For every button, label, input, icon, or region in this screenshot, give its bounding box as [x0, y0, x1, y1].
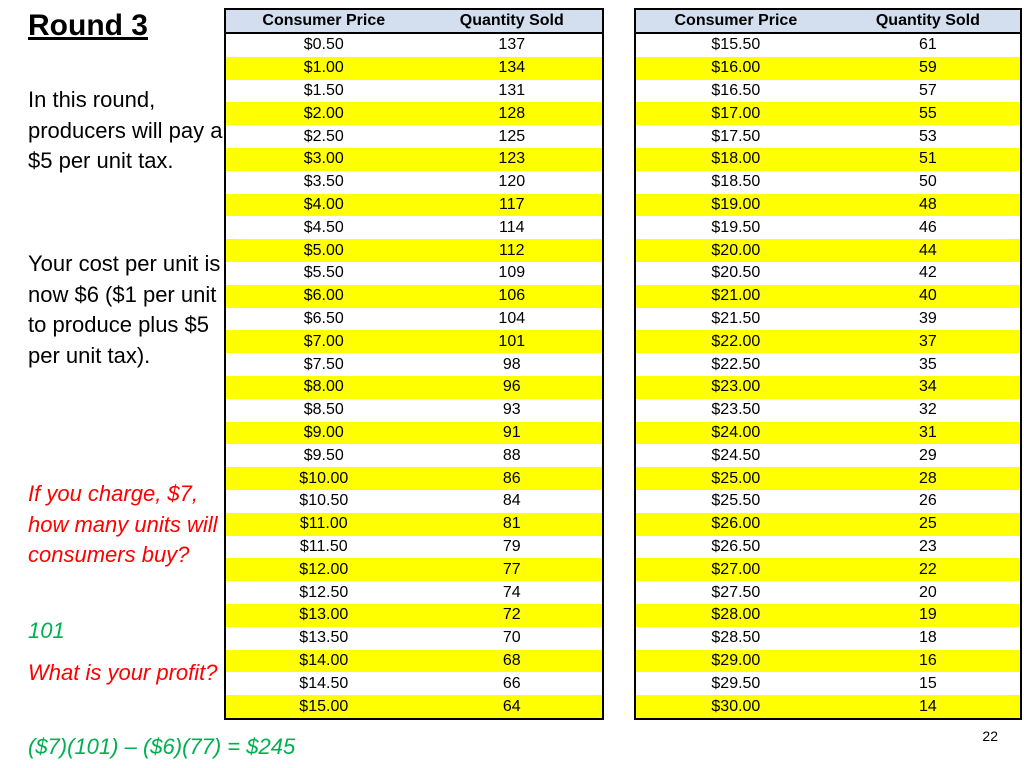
quantity-cell: 25 — [836, 513, 1021, 536]
quantity-cell: 32 — [836, 399, 1021, 422]
price-cell: $3.50 — [225, 171, 422, 194]
price-quantity-table-right — [634, 8, 1022, 720]
table-row — [225, 171, 603, 194]
quantity-cell: 109 — [422, 262, 603, 285]
slide-title: Round 3 — [28, 9, 148, 42]
price-cell: $8.00 — [225, 376, 422, 399]
quantity-cell: 42 — [836, 262, 1021, 285]
page-number: 22 — [982, 728, 998, 744]
question-profit: What is your profit? — [28, 660, 218, 685]
price-cell: $21.50 — [635, 308, 836, 331]
quantity-cell: 114 — [422, 216, 603, 239]
price-cell: $18.50 — [635, 171, 836, 194]
header-quantity-sold: Quantity Sold — [836, 9, 1021, 33]
quantity-cell: 93 — [422, 399, 603, 422]
price-cell: $2.50 — [225, 125, 422, 148]
price-cell: $2.00 — [225, 102, 422, 125]
quantity-cell: 101 — [422, 330, 603, 353]
quantity-cell: 23 — [836, 536, 1021, 559]
table-row — [225, 330, 603, 353]
price-cell: $22.50 — [635, 353, 836, 376]
table-header-row — [635, 9, 1021, 33]
quantity-cell: 35 — [836, 353, 1021, 376]
quantity-cell: 125 — [422, 125, 603, 148]
table-row — [635, 102, 1021, 125]
quantity-cell: 57 — [836, 80, 1021, 103]
table-row — [635, 194, 1021, 217]
quantity-cell: 46 — [836, 216, 1021, 239]
table-row — [225, 627, 603, 650]
quantity-cell: 39 — [836, 308, 1021, 331]
table-row — [635, 399, 1021, 422]
price-cell: $23.50 — [635, 399, 836, 422]
table-row — [225, 80, 603, 103]
quantity-cell: 104 — [422, 308, 603, 331]
price-cell: $25.50 — [635, 490, 836, 513]
quantity-cell: 72 — [422, 604, 603, 627]
price-cell: $11.00 — [225, 513, 422, 536]
table-row — [635, 285, 1021, 308]
price-cell: $17.00 — [635, 102, 836, 125]
table-row — [635, 558, 1021, 581]
price-cell: $24.50 — [635, 444, 836, 467]
table-row — [635, 444, 1021, 467]
quantity-cell: 50 — [836, 171, 1021, 194]
quantity-cell: 98 — [422, 353, 603, 376]
price-cell: $17.50 — [635, 125, 836, 148]
table-row — [225, 422, 603, 445]
quantity-cell: 70 — [422, 627, 603, 650]
table-row — [635, 80, 1021, 103]
price-cell: $11.50 — [225, 536, 422, 559]
quantity-cell: 28 — [836, 467, 1021, 490]
table-row — [635, 490, 1021, 513]
price-cell: $24.00 — [635, 422, 836, 445]
table-row — [635, 353, 1021, 376]
table-row — [225, 604, 603, 627]
quantity-cell: 96 — [422, 376, 603, 399]
price-cell: $5.50 — [225, 262, 422, 285]
quantity-cell: 88 — [422, 444, 603, 467]
quantity-cell: 26 — [836, 490, 1021, 513]
price-cell: $14.00 — [225, 650, 422, 673]
price-cell: $18.00 — [635, 148, 836, 171]
header-consumer-price: Consumer Price — [635, 9, 836, 33]
table-row — [635, 262, 1021, 285]
price-cell: $22.00 — [635, 330, 836, 353]
table-row — [635, 376, 1021, 399]
quantity-cell: 14 — [836, 695, 1021, 719]
quantity-cell: 16 — [836, 650, 1021, 673]
table-row — [635, 171, 1021, 194]
quantity-cell: 74 — [422, 581, 603, 604]
quantity-cell: 79 — [422, 536, 603, 559]
left-text-panel — [28, 6, 296, 759]
quantity-cell: 86 — [422, 467, 603, 490]
quantity-cell: 123 — [422, 148, 603, 171]
cost-explanation-text: Your cost per unit is now $6 ($1 per unit to produce plus $5 per unit tax). — [28, 251, 221, 368]
quantity-cell: 134 — [422, 57, 603, 80]
quantity-cell: 44 — [836, 239, 1021, 262]
quantity-cell: 137 — [422, 33, 603, 57]
table-row — [635, 536, 1021, 559]
table-row — [225, 353, 603, 376]
price-cell: $16.00 — [635, 57, 836, 80]
table-row — [225, 57, 603, 80]
price-cell: $8.50 — [225, 399, 422, 422]
answer-profit: ($7)(101) – ($6)(77) = $245 — [28, 734, 296, 759]
table-row — [635, 627, 1021, 650]
price-cell: $1.00 — [225, 57, 422, 80]
table-row — [635, 672, 1021, 695]
table-row — [225, 490, 603, 513]
table-row — [225, 695, 603, 719]
price-cell: $15.00 — [225, 695, 422, 719]
price-cell: $13.50 — [225, 627, 422, 650]
table-row — [225, 148, 603, 171]
quantity-cell: 112 — [422, 239, 603, 262]
price-cell: $27.00 — [635, 558, 836, 581]
table-row — [225, 376, 603, 399]
price-cell: $25.00 — [635, 467, 836, 490]
price-cell: $15.50 — [635, 33, 836, 57]
table-row — [225, 194, 603, 217]
quantity-cell: 131 — [422, 80, 603, 103]
quantity-cell: 53 — [836, 125, 1021, 148]
price-cell: $21.00 — [635, 285, 836, 308]
quantity-cell: 31 — [836, 422, 1021, 445]
price-cell: $7.00 — [225, 330, 422, 353]
price-cell: $9.50 — [225, 444, 422, 467]
header-consumer-price: Consumer Price — [225, 9, 422, 33]
quantity-cell: 40 — [836, 285, 1021, 308]
table-row — [635, 467, 1021, 490]
table-row — [635, 604, 1021, 627]
table-row — [225, 285, 603, 308]
quantity-cell: 51 — [836, 148, 1021, 171]
quantity-cell: 120 — [422, 171, 603, 194]
table-row — [635, 239, 1021, 262]
price-cell: $14.50 — [225, 672, 422, 695]
quantity-cell: 91 — [422, 422, 603, 445]
quantity-cell: 117 — [422, 194, 603, 217]
quantity-cell: 29 — [836, 444, 1021, 467]
price-cell: $23.00 — [635, 376, 836, 399]
header-quantity-sold: Quantity Sold — [422, 9, 603, 33]
price-cell: $30.00 — [635, 695, 836, 719]
quantity-cell: 59 — [836, 57, 1021, 80]
answer-units: 101 — [28, 618, 65, 643]
table-row — [635, 216, 1021, 239]
price-cell: $16.50 — [635, 80, 836, 103]
table-row — [225, 308, 603, 331]
table-row — [225, 262, 603, 285]
price-cell: $0.50 — [225, 33, 422, 57]
quantity-cell: 128 — [422, 102, 603, 125]
table-row — [225, 536, 603, 559]
question-units: If you charge, $7, how many units will consumers buy? — [28, 481, 218, 567]
price-cell: $13.00 — [225, 604, 422, 627]
quantity-cell: 18 — [836, 627, 1021, 650]
price-cell: $4.50 — [225, 216, 422, 239]
tax-intro-text: In this round, producers will pay a $5 per unit tax. — [28, 87, 223, 173]
price-cell: $12.00 — [225, 558, 422, 581]
quantity-cell: 34 — [836, 376, 1021, 399]
table-row — [225, 102, 603, 125]
quantity-cell: 68 — [422, 650, 603, 673]
table-row — [225, 125, 603, 148]
quantity-cell: 84 — [422, 490, 603, 513]
table-row — [225, 216, 603, 239]
quantity-cell: 55 — [836, 102, 1021, 125]
table-row — [635, 513, 1021, 536]
price-cell: $29.00 — [635, 650, 836, 673]
table-row — [635, 57, 1021, 80]
table-row — [635, 33, 1021, 57]
table-row — [635, 581, 1021, 604]
table-row — [635, 148, 1021, 171]
price-cell: $26.50 — [635, 536, 836, 559]
quantity-cell: 37 — [836, 330, 1021, 353]
quantity-cell: 106 — [422, 285, 603, 308]
table-row — [225, 239, 603, 262]
price-cell: $20.00 — [635, 239, 836, 262]
price-cell: $12.50 — [225, 581, 422, 604]
quantity-cell: 22 — [836, 558, 1021, 581]
price-cell: $3.00 — [225, 148, 422, 171]
quantity-cell: 61 — [836, 33, 1021, 57]
table-row — [225, 467, 603, 490]
price-quantity-table-left — [224, 8, 604, 720]
quantity-cell: 15 — [836, 672, 1021, 695]
price-cell: $4.00 — [225, 194, 422, 217]
table-row — [225, 672, 603, 695]
table-row — [225, 33, 603, 57]
table-header-row — [225, 9, 603, 33]
price-cell: $19.00 — [635, 194, 836, 217]
price-cell: $1.50 — [225, 80, 422, 103]
quantity-cell: 77 — [422, 558, 603, 581]
price-cell: $7.50 — [225, 353, 422, 376]
table-row — [225, 581, 603, 604]
table-row — [225, 513, 603, 536]
price-cell: $10.00 — [225, 467, 422, 490]
price-cell: $28.50 — [635, 627, 836, 650]
price-cell: $6.00 — [225, 285, 422, 308]
price-cell: $28.00 — [635, 604, 836, 627]
quantity-cell: 81 — [422, 513, 603, 536]
table-row — [225, 650, 603, 673]
price-cell: $6.50 — [225, 308, 422, 331]
table-row — [225, 444, 603, 467]
price-cell: $29.50 — [635, 672, 836, 695]
price-cell: $5.00 — [225, 239, 422, 262]
price-cell: $20.50 — [635, 262, 836, 285]
table-row — [635, 695, 1021, 719]
table-row — [635, 330, 1021, 353]
price-cell: $26.00 — [635, 513, 836, 536]
table-row — [635, 125, 1021, 148]
price-cell: $27.50 — [635, 581, 836, 604]
price-cell: $9.00 — [225, 422, 422, 445]
table-row — [635, 308, 1021, 331]
table-row — [635, 422, 1021, 445]
price-cell: $10.50 — [225, 490, 422, 513]
table-row — [225, 558, 603, 581]
price-cell: $19.50 — [635, 216, 836, 239]
quantity-cell: 66 — [422, 672, 603, 695]
table-row — [635, 650, 1021, 673]
table-row — [225, 399, 603, 422]
quantity-cell: 48 — [836, 194, 1021, 217]
quantity-cell: 19 — [836, 604, 1021, 627]
quantity-cell: 64 — [422, 695, 603, 719]
quantity-cell: 20 — [836, 581, 1021, 604]
